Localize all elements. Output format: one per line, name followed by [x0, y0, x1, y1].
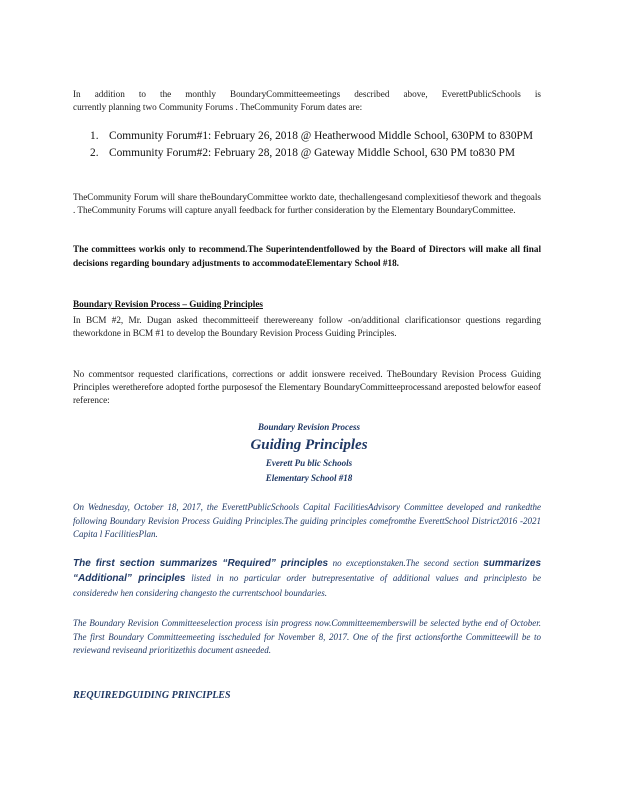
forum-2-text: Community Forum#2: February 28, 2018 @ Gateway Middle School, 630 PM to830 PM — [109, 146, 515, 159]
sections-text-2: listed in no particular order butrepresentative of additional values and principlesto be consideredw hen considering changesto the currentschool boundaries. — [73, 573, 542, 598]
principles-title-line-3: Everett Pu blic Schools — [265, 458, 353, 468]
guiding-principles-heading: Boundary Revision Process – Guiding Principles — [73, 299, 263, 309]
principles-title-line-1: Boundary Revision Process — [257, 422, 360, 432]
list-number: 1. — [90, 130, 99, 142]
bcm2-paragraph: In BCM #2, Mr. Dugan asked thecommitteeif therewereany follow -on/additional clarificationsor questions regarding theworkdone in BCM #1 to develop the Boundary Revision Process Guiding Principles. — [73, 315, 541, 338]
selection-paragraph: The Boundary Revision Committeeselection process isin progress now.Committeememberswill be selected bythe end of October. The first Boundary Committeemeeting isscheduled for November 8, 2017. One of the first actionsforthe Committeewill be to reviewand reviseand prioritizethis document asneeded. — [73, 618, 541, 655]
intro-line-2: currently planning two Community Forums . TheCommunity Forum dates are: — [73, 102, 363, 112]
required-principles-heading: REQUIREDGUIDING PRINCIPLES — [73, 690, 231, 701]
committee-note: The committees workis only to recommend.The Superintendentfollowed by the Board of Directors will make all final decisions regarding boundary adjustments to accommodateElementary School #18. — [73, 244, 541, 268]
principles-intro-paragraph: On Wednesday, October 18, 2017, the EverettPublicSchools Capital FacilitiesAdvisory Committee developed and rankedthe following Boundary Revision Process Guiding Principles.The guiding principles comefromthe EverettSchool District2016 -2021 Capita l FacilitiesPlan. — [73, 502, 541, 539]
forum-1-text: Community Forum#1: February 26, 2018 @ Heatherwood Middle School, 630PM to 830PM — [109, 130, 534, 142]
list-item — [90, 130, 540, 144]
sections-paragraph — [73, 556, 541, 600]
intro-paragraph — [73, 88, 541, 114]
additional-summary-emphasis: summarizes “Additional” principles — [73, 558, 542, 584]
forum-share-paragraph: TheCommunity Forum will share theBoundaryCommittee workto date, thechallengesand complexitiesof thework and thegoals . TheCommunity Forums will capture anyall feedback for further consideration by the Elementary BoundaryCommittee. — [73, 192, 541, 215]
principles-title-line-2: Guiding Principles — [250, 437, 368, 453]
required-summary-emphasis: The first section summarizes “Required” principles — [73, 558, 329, 569]
forum-list — [90, 130, 540, 163]
adoption-paragraph: No commentsor requested clarifications, corrections or addit ionswere received. TheBoundary Revision Process Guiding Principles weretherefore adopted forthe purposesof the Elementary BoundaryCommitteeprocessand areposted belowfor easeof reference: — [73, 369, 541, 405]
list-number: 2. — [90, 146, 99, 159]
list-item — [90, 147, 540, 161]
intro-line-1: In addition to the monthly BoundaryCommitteemeetings described above, EverettPublicSchools is — [73, 89, 541, 99]
sections-text-1: no exceptionstaken.The second section — [332, 558, 479, 568]
principles-title-line-4: Elementary School #18 — [265, 473, 353, 483]
